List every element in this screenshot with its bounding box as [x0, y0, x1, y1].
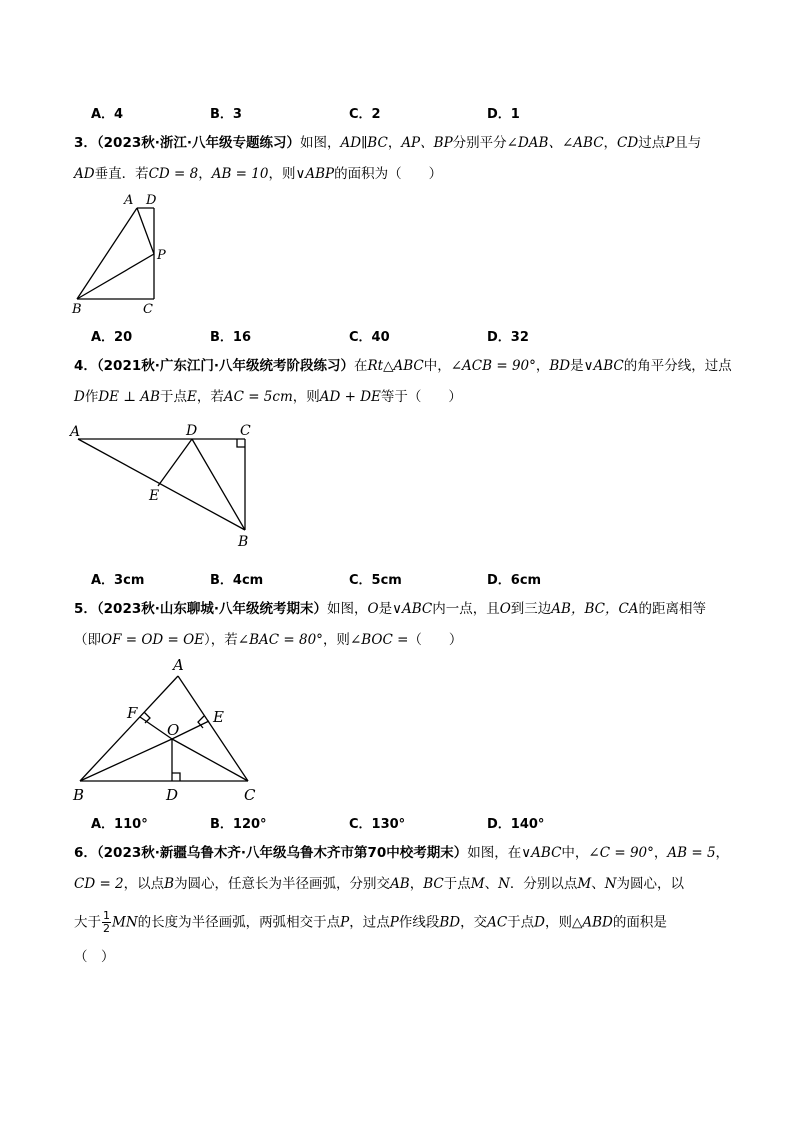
math: M: [577, 876, 592, 892]
q5-option-c: C．130°: [349, 817, 406, 832]
q3-option-c: C．40: [349, 330, 390, 345]
right-angle-mark-c: [237, 439, 245, 447]
label-c: C: [244, 786, 256, 804]
text: 作线段: [398, 914, 440, 931]
q6-stem-line3: [74, 910, 667, 935]
math: N: [604, 876, 617, 892]
text: （即: [74, 632, 101, 648]
math: AP、BP: [401, 135, 453, 151]
label-b: B: [72, 302, 82, 317]
q4-option-c: C．5cm: [349, 573, 402, 588]
math: Rt△ABC: [367, 358, 424, 374]
text: 中，: [561, 845, 589, 861]
q6-source: （2023秋·新疆乌鲁木齐·八年级乌鲁木齐市第70中校考期末）: [96, 845, 468, 861]
math: CD = 2: [74, 876, 124, 892]
q3-number: 3．: [74, 135, 97, 151]
math: E: [186, 389, 197, 405]
text: 于点: [159, 389, 187, 405]
q5-option-b: B．120°: [210, 817, 267, 832]
math: AB = 10: [211, 166, 269, 182]
segment-ab: [80, 676, 178, 781]
text: 、: [484, 876, 499, 892]
text: 如图，: [327, 601, 368, 617]
text: 在: [354, 358, 368, 374]
text: ，: [535, 358, 550, 374]
segment-db: [192, 439, 245, 530]
text: 等于（ ）: [380, 389, 462, 405]
text: 如图，: [300, 135, 341, 151]
q3-stem-line2: [74, 164, 442, 184]
q2-option-c: C．2: [349, 107, 381, 122]
label-d: D: [146, 193, 157, 208]
q4-stem-line1: [74, 356, 732, 376]
math: OF = OD = OE: [101, 632, 205, 648]
text: ，: [603, 135, 618, 151]
math: AB: [390, 876, 410, 892]
q2-option-a: A．4: [91, 107, 124, 122]
math: P: [389, 914, 399, 931]
math: BC: [423, 876, 444, 892]
math: P: [340, 914, 350, 931]
label-a: A: [124, 193, 134, 208]
text: ，则: [322, 632, 350, 648]
text: ），若: [204, 632, 238, 648]
text: 分别平分: [452, 135, 507, 151]
math: △ABD: [572, 914, 613, 931]
label-d: D: [186, 423, 198, 439]
label-e: E: [213, 708, 224, 726]
fraction-one-half: [102, 910, 111, 935]
text: 垂直．若: [94, 166, 149, 182]
q4-number: 4．: [74, 358, 97, 374]
segment-ba: [77, 208, 137, 299]
text: （ ）: [74, 949, 115, 965]
math: AC: [487, 914, 508, 931]
math: ∨ABP: [295, 166, 335, 182]
label-c: C: [240, 423, 251, 439]
label-o: O: [167, 721, 180, 739]
q3-figure: [60, 188, 190, 318]
text: ，则: [545, 914, 572, 931]
text: ，: [715, 845, 730, 861]
segment-ac: [178, 676, 248, 781]
text: （ ）: [408, 632, 463, 648]
text: 中，: [423, 358, 451, 374]
math: ∨ABC: [583, 358, 624, 374]
q5-number: 5．: [74, 601, 97, 617]
math: AD + DE: [319, 389, 381, 405]
math: O: [499, 601, 511, 617]
math: AD∥BC: [340, 135, 388, 151]
q6-number: 6．: [74, 845, 97, 861]
segment-bp: [77, 254, 154, 299]
math: ∨ABC: [521, 845, 562, 861]
text: 如图，在: [467, 845, 522, 861]
math: B: [164, 876, 175, 892]
math: ∠BAC = 80°: [237, 632, 323, 648]
label-b: B: [238, 534, 249, 550]
q5-stem-line2: [74, 630, 462, 650]
text: ，过点: [349, 914, 390, 931]
text: 内一点，且: [432, 601, 500, 617]
text: 过点: [638, 135, 666, 151]
math: DE ⊥ AB: [98, 389, 160, 405]
text: ，以点: [123, 876, 165, 892]
q2-option-d: D．1: [487, 107, 520, 122]
text: ，: [653, 845, 668, 861]
q3-stem-line1: [74, 133, 701, 153]
right-angle-mark-d: [172, 773, 180, 781]
text: 的面积是: [612, 914, 667, 931]
q3-option-b: B．16: [210, 330, 251, 345]
text: 为圆心，以: [616, 876, 685, 892]
segment-ap: [137, 208, 154, 254]
q5-option-a: A．110°: [91, 817, 148, 832]
segment-bo: [80, 739, 172, 781]
q5-source: （2023秋·山东聊城·八年级统考期末）: [96, 601, 327, 617]
label-b: B: [73, 786, 85, 804]
fraction-numerator: 1: [103, 909, 110, 922]
text: 到三边: [510, 601, 552, 617]
text: 为圆心，任意长为半径画弧，分别交: [174, 876, 391, 892]
q3-option-a: A．20: [91, 330, 133, 345]
math: ∠C = 90°: [588, 845, 654, 861]
math: ∠ACB = 90°: [450, 358, 536, 374]
math: P: [665, 135, 675, 151]
math: BD: [549, 358, 571, 374]
math: MN: [112, 914, 138, 931]
q6-stem-line1: [74, 843, 729, 863]
text: 大于: [74, 914, 101, 931]
text: ，: [198, 166, 212, 182]
q4-figure: [60, 414, 270, 554]
q5-stem-line1: [74, 599, 706, 619]
math: D: [74, 389, 85, 405]
right-angle-mark-f: [144, 712, 150, 723]
segment-ab: [78, 439, 245, 530]
text: 的角平分线，过点: [623, 358, 732, 374]
math: CD: [617, 135, 639, 151]
math: AB = 5: [667, 845, 716, 861]
math: BD: [439, 914, 461, 931]
text: ，若: [196, 389, 224, 405]
math: ∠DAB、∠ABC: [506, 135, 604, 151]
label-a: A: [70, 424, 81, 440]
math: AC = 5cm: [223, 389, 293, 405]
q4-option-b: B．4cm: [210, 573, 264, 588]
math: N: [498, 876, 510, 892]
text: 的面积为（ ）: [334, 166, 443, 182]
text: 作: [84, 389, 99, 405]
text: ，: [387, 135, 402, 151]
q4-source: （2021秋·广东江门·八年级统考阶段练习）: [96, 358, 354, 374]
q4-option-a: A．3cm: [91, 573, 145, 588]
segment-de: [158, 439, 192, 486]
text: ，交: [460, 914, 488, 931]
text: 于点: [443, 876, 471, 892]
q5-option-d: D．140°: [487, 817, 545, 832]
text: 且与: [674, 135, 702, 151]
q6-stem-line4: [74, 947, 115, 967]
math: AD: [74, 166, 95, 182]
q3-option-d: D．32: [487, 330, 529, 345]
text: 的长度为半径画弧，两弧相交于点: [137, 914, 341, 931]
text: 是: [378, 601, 393, 617]
text: ，则: [292, 389, 320, 405]
math: ∨ABC: [392, 601, 433, 617]
math: ∠BOC =: [349, 632, 409, 648]
fraction-denominator: 2: [103, 922, 110, 935]
segment-co: [172, 739, 248, 781]
text: ，: [409, 876, 424, 892]
label-p: P: [157, 248, 166, 263]
q2-option-b: B．3: [210, 107, 242, 122]
math: AB，BC，CA: [551, 601, 639, 617]
label-c: C: [143, 302, 153, 317]
q3-source: （2023秋·浙江·八年级专题练习）: [96, 135, 300, 151]
math: CD = 8: [148, 166, 199, 182]
math: O: [367, 601, 379, 617]
q4-stem-line2: [74, 387, 462, 407]
math: M: [470, 876, 485, 892]
label-a: A: [173, 656, 184, 674]
text: 、: [591, 876, 605, 892]
q4-option-d: D．6cm: [487, 573, 542, 588]
label-f: F: [127, 704, 138, 722]
q5-figure: [60, 652, 280, 807]
text: 的距离相等: [638, 601, 707, 617]
text: 于点: [507, 914, 535, 931]
text: ，则: [268, 166, 296, 182]
label-e: E: [149, 488, 160, 504]
text: 是: [570, 358, 584, 374]
label-d: D: [166, 786, 179, 804]
text: ．分别以点: [509, 876, 578, 892]
q6-stem-line2: [74, 874, 684, 894]
math: D: [534, 914, 545, 931]
